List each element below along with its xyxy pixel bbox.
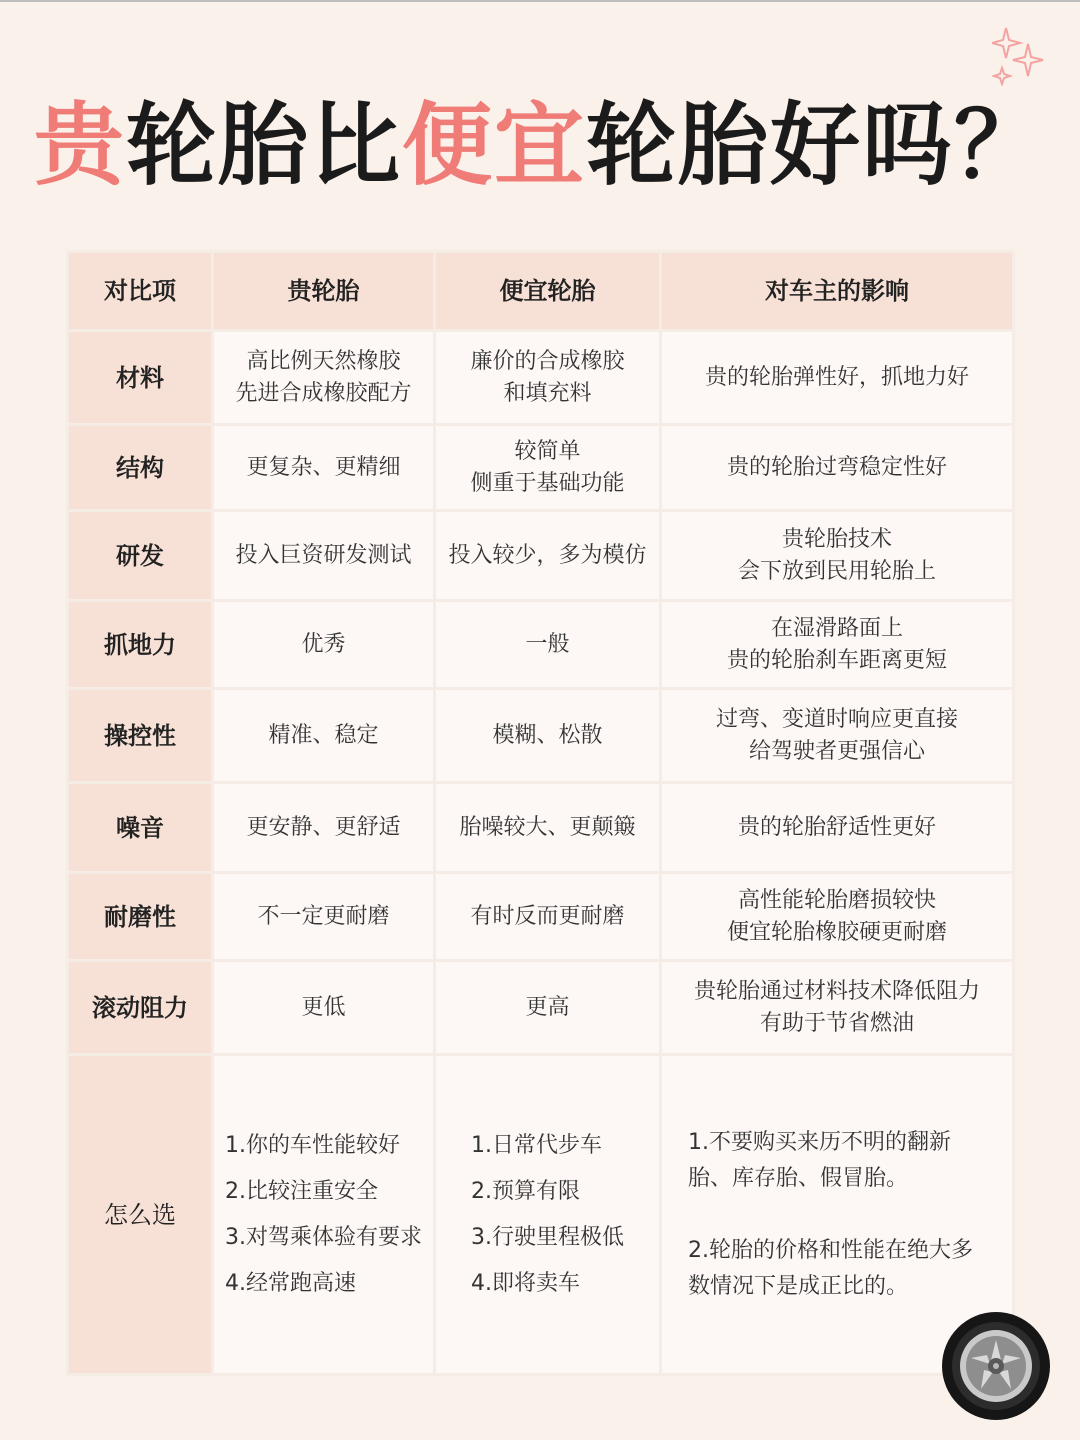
cell-expensive: 更低 — [213, 961, 435, 1055]
row-label: 抓地力 — [68, 601, 213, 689]
list-item: 2.比较注重安全 — [225, 1178, 378, 1204]
cell-cheap: 胎噪较大、更颠簸 — [435, 783, 661, 873]
buying-tips — [666, 1125, 1008, 1305]
table-row — [68, 331, 1014, 425]
table-row — [68, 425, 1014, 511]
title-tire-compare: 轮胎比 — [126, 93, 402, 198]
cell-cheap-choose — [435, 1055, 661, 1375]
cell-expensive-choose — [213, 1055, 435, 1375]
cell-cheap: 较简单 侧重于基础功能 — [435, 425, 661, 511]
row-label: 怎么选 — [68, 1055, 213, 1375]
header-cheap: 便宜轮胎 — [435, 252, 661, 331]
cell-cheap: 投入较少，多为模仿 — [435, 511, 661, 601]
cell-impact: 高性能轮胎磨损较快 便宜轮胎橡胶硬更耐磨 — [661, 873, 1014, 961]
cell-expensive: 更安静、更舒适 — [213, 783, 435, 873]
cell-impact: 贵的轮胎舒适性更好 — [661, 783, 1014, 873]
cell-impact: 贵的轮胎过弯稳定性好 — [661, 425, 1014, 511]
page-title — [0, 86, 1080, 206]
table-row — [68, 783, 1014, 873]
cell-impact: 贵轮胎通过材料技术降低阻力 有助于节省燃油 — [661, 961, 1014, 1055]
title-question-mark: ？ — [954, 93, 1046, 198]
row-label: 研发 — [68, 511, 213, 601]
cell-expensive: 高比例天然橡胶 先进合成橡胶配方 — [213, 331, 435, 425]
table-row — [68, 873, 1014, 961]
sparkle-icon — [992, 26, 1044, 86]
top-divider — [0, 0, 1080, 2]
table-row-choose — [68, 1055, 1014, 1375]
list-item: 4.即将卖车 — [471, 1270, 580, 1296]
cell-expensive: 精准、稳定 — [213, 689, 435, 783]
list-item: 4.经常跑高速 — [225, 1270, 356, 1296]
expensive-choose-list — [225, 1123, 422, 1307]
list-item: 2.预算有限 — [471, 1178, 580, 1204]
comparison-table — [66, 250, 1015, 1376]
table-row — [68, 511, 1014, 601]
title-cheap: 便宜 — [402, 93, 586, 198]
row-label: 结构 — [68, 425, 213, 511]
cell-cheap: 一般 — [435, 601, 661, 689]
table-row — [68, 961, 1014, 1055]
list-item: 1.日常代步车 — [471, 1132, 602, 1158]
row-label: 材料 — [68, 331, 213, 425]
cell-impact: 贵的轮胎弹性好，抓地力好 — [661, 331, 1014, 425]
header-expensive: 贵轮胎 — [213, 252, 435, 331]
list-item: 3.对驾乘体验有要求 — [225, 1224, 422, 1250]
row-label: 噪音 — [68, 783, 213, 873]
row-label: 滚动阻力 — [68, 961, 213, 1055]
list-item: 1.你的车性能较好 — [225, 1132, 400, 1158]
table-header-row — [68, 252, 1014, 331]
tip-item: 2.轮胎的价格和性能在绝大多数情况下是成正比的。 — [688, 1237, 973, 1299]
cell-expensive: 投入巨资研发测试 — [213, 511, 435, 601]
cell-expensive: 不一定更耐磨 — [213, 873, 435, 961]
table-row — [68, 689, 1014, 783]
cell-cheap: 有时反而更耐磨 — [435, 873, 661, 961]
cell-impact: 过弯、变道时响应更直接 给驾驶者更强信心 — [661, 689, 1014, 783]
cell-impact: 在湿滑路面上 贵的轮胎刹车距离更短 — [661, 601, 1014, 689]
header-impact: 对车主的影响 — [661, 252, 1014, 331]
table-row — [68, 601, 1014, 689]
header-item: 对比项 — [68, 252, 213, 331]
cell-cheap: 廉价的合成橡胶 和填充料 — [435, 331, 661, 425]
cell-expensive: 优秀 — [213, 601, 435, 689]
row-label: 耐磨性 — [68, 873, 213, 961]
title-tire-good: 轮胎好吗 — [586, 93, 954, 198]
row-label: 操控性 — [68, 689, 213, 783]
cell-expensive: 更复杂、更精细 — [213, 425, 435, 511]
tire-icon — [940, 1310, 1052, 1422]
cell-impact: 贵轮胎技术 会下放到民用轮胎上 — [661, 511, 1014, 601]
title-expensive: 贵 — [34, 93, 126, 198]
list-item: 3.行驶里程极低 — [471, 1224, 624, 1250]
cell-cheap: 模糊、松散 — [435, 689, 661, 783]
cheap-choose-list — [471, 1123, 624, 1307]
tip-item: 1.不要购买来历不明的翻新胎、库存胎、假冒胎。 — [688, 1129, 951, 1191]
cell-cheap: 更高 — [435, 961, 661, 1055]
